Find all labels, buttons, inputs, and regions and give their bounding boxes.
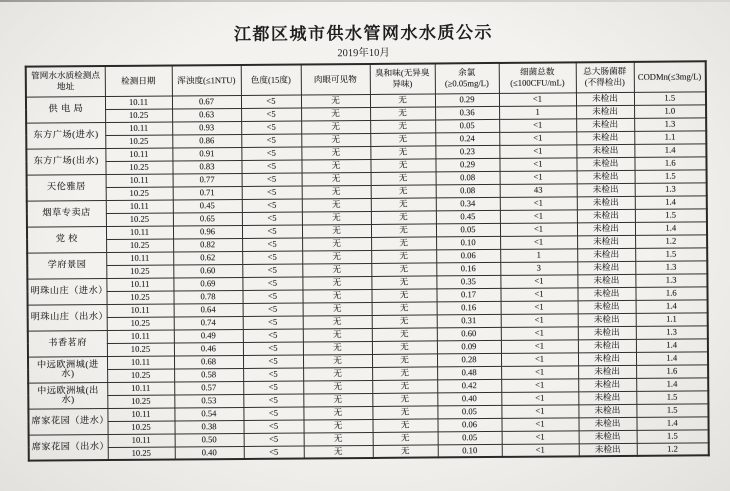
- bacteria-cell: 3: [500, 261, 577, 275]
- color-cell: <5: [243, 393, 303, 406]
- codmn-cell: 1.3: [634, 117, 706, 131]
- odor-cell: 无: [372, 379, 437, 393]
- turbidity-cell: 0.38: [174, 420, 243, 434]
- column-header-address: 管网水水质检测点地址: [26, 66, 105, 97]
- codmn-cell: 1.5: [635, 169, 707, 183]
- turbidity-cell: 0.63: [172, 108, 241, 122]
- chlorine-cell: 0.17: [436, 288, 500, 302]
- location-cell: 席家花园（进水）: [28, 408, 107, 435]
- bacteria-cell: <1: [501, 313, 578, 327]
- odor-cell: 无: [372, 392, 437, 406]
- bacteria-cell: <1: [501, 378, 578, 392]
- chlorine-cell: 0.23: [435, 145, 499, 159]
- codmn-cell: 1.0: [634, 104, 706, 118]
- date-cell: 10.11: [107, 382, 174, 396]
- coliform-cell: 未检出: [578, 365, 636, 378]
- turbidity-cell: 0.67: [172, 95, 241, 109]
- odor-cell: 无: [370, 106, 435, 120]
- color-cell: <5: [242, 198, 302, 211]
- odor-cell: 无: [371, 249, 436, 263]
- chlorine-cell: 0.05: [438, 431, 502, 445]
- location-cell: 书香茗府: [28, 330, 107, 357]
- date-cell: 10.25: [107, 343, 174, 357]
- codmn-cell: 1.3: [635, 182, 707, 196]
- coliform-cell: 未检出: [576, 105, 634, 118]
- coliform-cell: 未检出: [576, 92, 634, 105]
- location-cell: 明珠山庄（进水）: [27, 278, 106, 305]
- date-cell: 10.25: [106, 213, 173, 227]
- chlorine-cell: 0.05: [436, 223, 500, 237]
- date-cell: 10.25: [107, 317, 174, 331]
- chlorine-cell: 0.36: [435, 106, 499, 120]
- date-cell: 10.25: [106, 265, 173, 279]
- coliform-cell: 未检出: [576, 157, 634, 170]
- color-cell: <5: [242, 211, 302, 224]
- color-cell: <5: [242, 276, 302, 289]
- location-cell: 东方广场(出水): [26, 148, 105, 175]
- chlorine-cell: 0.48: [437, 366, 501, 380]
- date-cell: 10.25: [105, 109, 172, 123]
- codmn-cell: 1.5: [636, 403, 708, 417]
- odor-cell: 无: [371, 210, 436, 224]
- color-cell: <5: [242, 185, 302, 198]
- location-cell: 供 电 局: [26, 96, 105, 123]
- date-cell: 10.25: [105, 161, 172, 175]
- codmn-cell: 1.3: [635, 260, 707, 274]
- color-cell: <5: [243, 302, 303, 315]
- visible-matter-cell: 无: [302, 263, 371, 277]
- date-cell: 10.11: [107, 356, 174, 370]
- color-cell: <5: [241, 107, 301, 120]
- location-cell: 党 校: [27, 226, 106, 253]
- color-cell: <5: [241, 94, 301, 107]
- color-cell: <5: [241, 133, 301, 146]
- location-cell: 席家花园（出水）: [29, 434, 108, 461]
- codmn-cell: 1.2: [637, 442, 709, 456]
- turbidity-cell: 0.62: [173, 251, 242, 265]
- turbidity-cell: 0.74: [174, 316, 243, 330]
- bacteria-cell: <1: [501, 365, 578, 379]
- bacteria-cell: <1: [500, 274, 577, 288]
- coliform-cell: 未检出: [577, 170, 635, 183]
- chlorine-cell: 0.10: [436, 236, 500, 250]
- color-cell: <5: [244, 445, 304, 458]
- bacteria-cell: <1: [500, 287, 577, 301]
- column-header-residual-chlorine: 余氯(≥0.05mg/L): [435, 63, 499, 94]
- coliform-cell: 未检出: [577, 261, 635, 274]
- turbidity-cell: 0.50: [175, 433, 244, 447]
- coliform-cell: 未检出: [578, 378, 636, 391]
- odor-cell: 无: [373, 444, 438, 458]
- color-cell: <5: [243, 328, 303, 341]
- date-cell: 10.11: [106, 174, 173, 188]
- codmn-cell: 1.5: [636, 390, 708, 404]
- turbidity-cell: 0.46: [174, 342, 243, 356]
- coliform-cell: 未检出: [578, 326, 636, 339]
- odor-cell: 无: [372, 353, 437, 367]
- location-cell: 东方广场(进水): [26, 122, 105, 149]
- chlorine-cell: 0.05: [435, 119, 499, 133]
- turbidity-cell: 0.96: [173, 225, 242, 239]
- bacteria-cell: <1: [500, 170, 577, 184]
- codmn-cell: 1.6: [636, 364, 708, 378]
- odor-cell: 无: [370, 132, 435, 146]
- date-cell: 10.25: [106, 187, 173, 201]
- color-cell: <5: [243, 315, 303, 328]
- chlorine-cell: 0.24: [435, 132, 499, 146]
- visible-matter-cell: 无: [302, 211, 371, 225]
- visible-matter-cell: 无: [301, 159, 370, 173]
- coliform-cell: 未检出: [577, 183, 635, 196]
- column-header-color: 色度(15度): [241, 64, 301, 94]
- coliform-cell: 未检出: [578, 339, 636, 352]
- page-title: 江都区城市供水管网水水质公示: [233, 22, 494, 46]
- turbidity-cell: 0.77: [173, 173, 242, 187]
- column-header-visible-matter: 肉眼可见物: [301, 64, 370, 95]
- bacteria-cell: <1: [501, 326, 578, 340]
- visible-matter-cell: 无: [301, 146, 370, 160]
- chlorine-cell: 0.29: [435, 158, 499, 172]
- color-cell: <5: [243, 380, 303, 393]
- codmn-cell: 1.2: [635, 234, 707, 248]
- coliform-cell: 未检出: [576, 131, 634, 144]
- date-cell: 10.11: [106, 278, 173, 292]
- odor-cell: 无: [373, 431, 438, 445]
- codmn-cell: 1.3: [635, 273, 707, 287]
- date-cell: 10.11: [107, 330, 174, 344]
- chlorine-cell: 0.16: [436, 262, 500, 276]
- turbidity-cell: 0.69: [173, 277, 242, 291]
- color-cell: <5: [243, 341, 303, 354]
- date-cell: 10.25: [107, 395, 174, 409]
- date-cell: 10.11: [106, 226, 173, 240]
- coliform-cell: 未检出: [579, 430, 637, 443]
- turbidity-cell: 0.40: [175, 446, 244, 460]
- visible-matter-cell: 无: [303, 341, 372, 355]
- visible-matter-cell: 无: [302, 237, 371, 251]
- coliform-cell: 未检出: [578, 391, 636, 404]
- visible-matter-cell: 无: [301, 133, 370, 147]
- visible-matter-cell: 无: [303, 354, 372, 368]
- coliform-cell: 未检出: [578, 313, 636, 326]
- chlorine-cell: 0.29: [435, 93, 499, 107]
- codmn-cell: 1.4: [636, 416, 708, 430]
- bacteria-cell: <1: [500, 222, 577, 236]
- location-cell: 天伦雅居: [27, 174, 106, 201]
- water-quality-table: [25, 60, 710, 461]
- bacteria-cell: <1: [501, 404, 578, 418]
- column-header-turbidity: 浑浊度(≤1NTU): [172, 65, 241, 96]
- color-cell: <5: [242, 224, 302, 237]
- turbidity-cell: 0.83: [172, 160, 241, 174]
- date-cell: 10.25: [106, 239, 173, 253]
- date-cell: 10.11: [105, 122, 172, 136]
- visible-matter-cell: 无: [302, 224, 371, 238]
- bacteria-cell: <1: [499, 118, 576, 132]
- chlorine-cell: 0.28: [437, 353, 501, 367]
- codmn-cell: 1.5: [635, 208, 707, 222]
- codmn-cell: 1.3: [636, 325, 708, 339]
- bacteria-cell: <1: [501, 339, 578, 353]
- odor-cell: 无: [372, 418, 437, 432]
- codmn-cell: 1.4: [636, 299, 708, 313]
- odor-cell: 无: [372, 405, 437, 419]
- bacteria-cell: 43: [500, 183, 577, 197]
- bacteria-cell: <1: [502, 443, 579, 457]
- bacteria-cell: <1: [502, 430, 579, 444]
- chlorine-cell: 0.45: [436, 210, 500, 224]
- date-cell: 10.25: [105, 135, 172, 149]
- date-cell: 10.25: [106, 291, 173, 305]
- visible-matter-cell: 无: [302, 185, 371, 199]
- visible-matter-cell: 无: [303, 328, 372, 342]
- coliform-cell: 未检出: [577, 222, 635, 235]
- bacteria-cell: 1: [500, 248, 577, 262]
- odor-cell: 无: [372, 327, 437, 341]
- turbidity-cell: 0.82: [173, 238, 242, 252]
- odor-cell: 无: [371, 262, 436, 276]
- turbidity-cell: 0.68: [174, 355, 243, 369]
- chlorine-cell: 0.10: [438, 444, 502, 458]
- coliform-cell: 未检出: [577, 274, 635, 287]
- coliform-cell: 未检出: [577, 209, 635, 222]
- turbidity-cell: 0.65: [173, 212, 242, 226]
- coliform-cell: 未检出: [578, 300, 636, 313]
- visible-matter-cell: 无: [304, 432, 373, 446]
- visible-matter-cell: 无: [303, 367, 372, 381]
- date-cell: 10.25: [107, 369, 174, 383]
- visible-matter-cell: 无: [303, 393, 372, 407]
- visible-matter-cell: 无: [302, 198, 371, 212]
- codmn-cell: 1.5: [635, 247, 707, 261]
- odor-cell: 无: [370, 158, 435, 172]
- codmn-cell: 1.4: [636, 351, 708, 365]
- bacteria-cell: <1: [500, 209, 577, 223]
- visible-matter-cell: 无: [304, 445, 373, 459]
- odor-cell: 无: [372, 340, 437, 354]
- color-cell: <5: [242, 237, 302, 250]
- column-header-bacteria-count: 细菌总数(≤100CFU/mL): [499, 62, 576, 93]
- codmn-cell: 1.6: [634, 156, 706, 170]
- turbidity-cell: 0.60: [173, 264, 242, 278]
- codmn-cell: 1.4: [635, 221, 707, 235]
- turbidity-cell: 0.64: [174, 303, 243, 317]
- odor-cell: 无: [372, 314, 437, 328]
- odor-cell: 无: [371, 275, 436, 289]
- odor-cell: 无: [370, 145, 435, 159]
- visible-matter-cell: 无: [303, 419, 372, 433]
- chlorine-cell: 0.34: [436, 197, 500, 211]
- bacteria-cell: <1: [499, 144, 576, 158]
- visible-matter-cell: 无: [302, 172, 371, 186]
- bacteria-cell: <1: [500, 196, 577, 210]
- bacteria-cell: <1: [500, 235, 577, 249]
- turbidity-cell: 0.45: [173, 199, 242, 213]
- color-cell: <5: [241, 146, 301, 159]
- visible-matter-cell: 无: [303, 315, 372, 329]
- chlorine-cell: 0.31: [437, 314, 501, 328]
- coliform-cell: 未检出: [578, 417, 636, 430]
- turbidity-cell: 0.78: [173, 290, 242, 304]
- date-cell: 10.11: [106, 252, 173, 266]
- turbidity-cell: 0.71: [173, 186, 242, 200]
- visible-matter-cell: 无: [302, 289, 371, 303]
- bacteria-cell: <1: [499, 92, 576, 106]
- visible-matter-cell: 无: [302, 250, 371, 264]
- chlorine-cell: 0.16: [437, 301, 501, 315]
- date-cell: 10.11: [108, 434, 175, 448]
- odor-cell: 无: [371, 288, 436, 302]
- color-cell: <5: [243, 419, 303, 432]
- date-cell: 10.11: [107, 408, 174, 422]
- color-cell: <5: [242, 172, 302, 185]
- coliform-cell: 未检出: [577, 196, 635, 209]
- date-cell: 10.11: [106, 200, 173, 214]
- color-cell: <5: [242, 250, 302, 263]
- turbidity-cell: 0.86: [172, 134, 241, 148]
- codmn-cell: 1.4: [634, 143, 706, 157]
- codmn-cell: 1.5: [637, 429, 709, 443]
- odor-cell: 无: [370, 93, 435, 107]
- odor-cell: 无: [371, 236, 436, 250]
- codmn-cell: 1.5: [634, 91, 706, 105]
- date-cell: 10.11: [105, 96, 172, 110]
- color-cell: <5: [241, 159, 301, 172]
- turbidity-cell: 0.93: [172, 121, 241, 135]
- codmn-cell: 1.4: [635, 195, 707, 209]
- odor-cell: 无: [372, 301, 437, 315]
- bacteria-cell: <1: [501, 391, 578, 405]
- turbidity-cell: 0.91: [172, 147, 241, 161]
- color-cell: <5: [241, 120, 301, 133]
- color-cell: <5: [243, 354, 303, 367]
- location-cell: 学府景园: [27, 252, 106, 279]
- odor-cell: 无: [372, 366, 437, 380]
- coliform-cell: 未检出: [576, 118, 634, 131]
- location-cell: 烟草专卖店: [27, 200, 106, 227]
- date-cell: 10.25: [108, 447, 175, 461]
- date-cell: 10.11: [107, 304, 174, 318]
- page-subtitle: 2019年10月: [337, 47, 390, 60]
- odor-cell: 无: [371, 184, 436, 198]
- codmn-cell: 1.4: [636, 377, 708, 391]
- chlorine-cell: 0.08: [436, 184, 500, 198]
- visible-matter-cell: 无: [301, 94, 370, 108]
- location-cell: 中远欧洲城(出水): [28, 382, 107, 409]
- chlorine-cell: 0.06: [437, 418, 501, 432]
- coliform-cell: 未检出: [577, 248, 635, 261]
- column-header-codmn: CODMn(≤3mg/L): [634, 61, 706, 92]
- coliform-cell: 未检出: [578, 352, 636, 365]
- visible-matter-cell: 无: [303, 406, 372, 420]
- turbidity-cell: 0.49: [174, 329, 243, 343]
- location-cell: 明珠山庄（出水）: [28, 304, 107, 331]
- visible-matter-cell: 无: [301, 120, 370, 134]
- turbidity-cell: 0.53: [174, 394, 243, 408]
- coliform-cell: 未检出: [579, 443, 637, 456]
- chlorine-cell: 0.06: [436, 249, 500, 263]
- visible-matter-cell: 无: [302, 276, 371, 290]
- coliform-cell: 未检出: [577, 287, 635, 300]
- chlorine-cell: 0.08: [436, 171, 500, 185]
- chlorine-cell: 0.09: [437, 340, 501, 354]
- color-cell: <5: [244, 432, 304, 445]
- turbidity-cell: 0.58: [174, 368, 243, 382]
- bacteria-cell: 1: [499, 105, 576, 119]
- chlorine-cell: 0.60: [437, 327, 501, 341]
- column-header-odor-taste: 臭和味(无异臭异味): [370, 63, 435, 94]
- coliform-cell: 未检出: [578, 404, 636, 417]
- odor-cell: 无: [371, 171, 436, 185]
- column-header-coliform: 总大肠菌群(不得检出): [576, 62, 634, 92]
- visible-matter-cell: 无: [303, 380, 372, 394]
- coliform-cell: 未检出: [577, 235, 635, 248]
- date-cell: 10.11: [105, 148, 172, 162]
- chlorine-cell: 0.35: [436, 275, 500, 289]
- odor-cell: 无: [371, 223, 436, 237]
- odor-cell: 无: [371, 197, 436, 211]
- bacteria-cell: <1: [501, 417, 578, 431]
- chlorine-cell: 0.05: [437, 405, 501, 419]
- turbidity-cell: 0.57: [174, 381, 243, 395]
- bacteria-cell: <1: [501, 352, 578, 366]
- bacteria-cell: <1: [499, 131, 576, 145]
- codmn-cell: 1.1: [634, 130, 706, 144]
- odor-cell: 无: [370, 119, 435, 133]
- color-cell: <5: [242, 263, 302, 276]
- codmn-cell: 1.1: [636, 312, 708, 326]
- column-header-date: 检测日期: [105, 66, 172, 97]
- codmn-cell: 1.6: [635, 286, 707, 300]
- bacteria-cell: <1: [501, 300, 578, 314]
- color-cell: <5: [242, 289, 302, 302]
- visible-matter-cell: 无: [301, 107, 370, 121]
- chlorine-cell: 0.42: [437, 379, 501, 393]
- visible-matter-cell: 无: [303, 302, 372, 316]
- date-cell: 10.25: [107, 421, 174, 435]
- table-body: [26, 91, 709, 460]
- codmn-cell: 1.4: [636, 338, 708, 352]
- location-cell: 中远欧洲城(进水): [28, 356, 107, 383]
- chlorine-cell: 0.40: [437, 392, 501, 406]
- turbidity-cell: 0.54: [174, 407, 243, 421]
- coliform-cell: 未检出: [576, 144, 634, 157]
- color-cell: <5: [243, 406, 303, 419]
- bacteria-cell: <1: [499, 157, 576, 171]
- color-cell: <5: [243, 367, 303, 380]
